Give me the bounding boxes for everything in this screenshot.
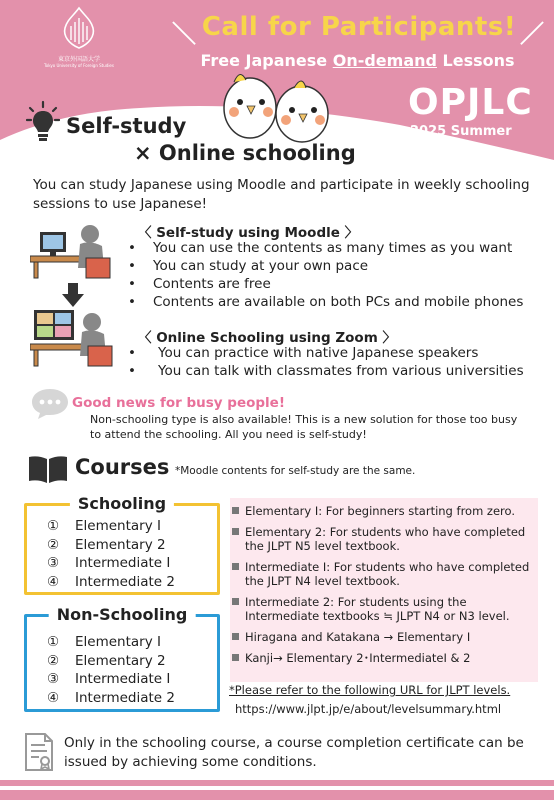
item-label: Elementary Ⅰ — [75, 634, 161, 650]
jlpt-url-link[interactable]: https://www.jlpt.jp/e/about/levelsummary.html — [235, 702, 502, 716]
item-label: Intermediate 2 — [75, 573, 175, 590]
online-schooling-illustration — [30, 306, 120, 368]
university-logo — [44, 6, 114, 68]
item-number: ① — [47, 634, 60, 650]
book-icon — [27, 454, 69, 484]
item-label: Intermediate 2 — [75, 689, 175, 706]
schooling-title: Schooling — [70, 494, 174, 513]
list-item — [47, 652, 175, 671]
list-item: • You can talk with classmates from various universities — [128, 362, 524, 380]
title-deco-left: ＼ — [172, 20, 196, 48]
courses-note: *Moodle contents for self-study are the same. — [175, 465, 416, 477]
item-label: Elementary 2 — [75, 652, 166, 669]
description-item: Intermediate Ⅰ: For students who have completed the JLPT N4 level textbook. — [230, 560, 530, 588]
item-label: Elementary Ⅰ — [75, 518, 161, 534]
list-item — [47, 554, 175, 573]
list-item: • You can study at your own pace — [128, 257, 523, 275]
speech-bubble-icon — [30, 386, 70, 420]
logo-text: 東京外国語大学 — [57, 56, 100, 63]
item-label: Intermediate Ⅰ — [75, 671, 171, 687]
description-item: Hiragana and Katakana → Elementary Ⅰ — [230, 630, 530, 644]
subtitle-pre: Free Japanese — [200, 51, 333, 70]
item-number: ④ — [47, 573, 60, 590]
schooling-box — [24, 494, 220, 595]
footer-stripe — [0, 780, 554, 786]
list-item — [47, 689, 175, 708]
zoom-heading: 〈 Online Schooling using Zoom 〉 — [138, 330, 396, 346]
certificate-text: Only in the schooling course, a course completion certificate can be issued by achieving some conditions. — [64, 735, 524, 770]
non-schooling-title: Non-Schooling — [49, 605, 196, 624]
non-schooling-box — [24, 605, 220, 712]
description-item: Elementary 2: For students who have completed the JLPT N5 level textbook. — [230, 525, 530, 553]
arrow-down-icon — [62, 283, 84, 307]
jlpt-note-text: *Please refer to the following URL for JLPT levels. — [229, 683, 511, 697]
good-news-text: Non-schooling type is also available! This is a new solution for those too busy to attend the schooling. All you need is self-study! — [90, 413, 518, 441]
list-item: • Contents are free — [128, 275, 523, 293]
item-label: Intermediate Ⅰ — [75, 555, 171, 571]
list-item: • Contents are available on both PCs and mobile phones — [128, 293, 523, 311]
description-item: Elementary Ⅰ: For beginners starting from zero. — [230, 504, 530, 518]
good-news-title: Good news for busy people! — [72, 395, 285, 411]
course-descriptions — [230, 504, 530, 672]
list-item — [47, 670, 175, 689]
footer-bar — [0, 790, 554, 800]
item-number: ④ — [47, 689, 60, 706]
list-item: • You can practice with native Japanese speakers — [128, 344, 524, 362]
zoom-list — [128, 344, 524, 380]
online-schooling-title: × Online schooling — [134, 141, 356, 165]
moodle-list — [128, 239, 523, 311]
item-label: Elementary 2 — [75, 536, 166, 553]
season-label: 2025 Summer — [410, 124, 512, 139]
list-item — [47, 517, 175, 536]
item-number: ① — [47, 518, 60, 534]
description-item: Kanji→ Elementary 2･IntermediateⅠ & 2 — [230, 651, 530, 665]
subtitle-underlined: On-demand — [332, 51, 437, 70]
self-study-title: Self-study — [66, 114, 187, 138]
list-item — [47, 536, 175, 555]
item-number: ② — [47, 652, 60, 669]
subtitle-post: Lessons — [436, 51, 515, 70]
item-number: ③ — [47, 555, 60, 571]
self-study-illustration — [30, 220, 120, 280]
list-item — [47, 573, 175, 592]
schooling-list — [47, 517, 175, 591]
bird-icon — [210, 68, 340, 143]
description-item: Intermediate 2: For students using the Intermediate textbooks ≒ JLPT N4 or N3 level. — [230, 595, 530, 623]
program-name: OPJLC — [408, 82, 533, 123]
logo-subtext: Tokyo University of Foreign Studies — [44, 63, 114, 69]
courses-title: Courses — [75, 455, 170, 479]
certificate-icon — [23, 732, 55, 772]
jlpt-note — [229, 683, 510, 697]
non-schooling-list — [47, 633, 175, 707]
moodle-heading: 〈 Self-study using Moodle 〉 — [138, 225, 359, 241]
list-item: • You can use the contents as many times as you want — [128, 239, 523, 257]
call-title: Call for Participants! — [201, 12, 517, 42]
title-deco-right: ／ — [520, 20, 544, 48]
university-logo-icon — [59, 6, 99, 50]
list-item — [47, 633, 175, 652]
lightbulb-icon — [26, 100, 60, 146]
intro-text: You can study Japanese using Moodle and participate in weekly schooling sessions to use Japanese! — [33, 177, 530, 212]
item-number: ③ — [47, 671, 60, 687]
course-descriptions-box — [230, 498, 538, 682]
item-number: ② — [47, 536, 60, 553]
